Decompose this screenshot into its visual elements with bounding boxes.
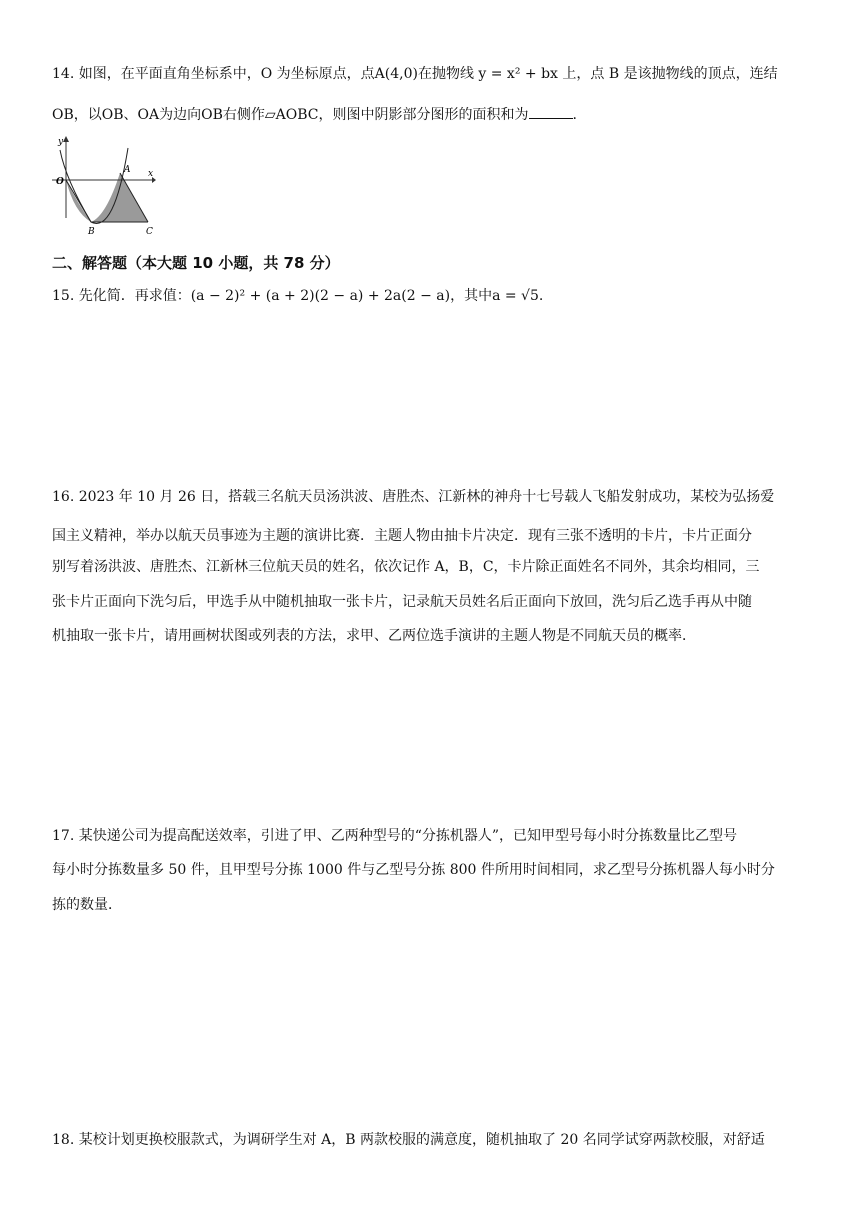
answer-blank: [529, 104, 573, 119]
label-C: C: [146, 227, 153, 237]
q18-line-1: 18. 某校计划更换校服款式，为调研学生对 A，B 两款校服的满意度，随机抽取了 20 名同学试穿两款校服，对舒适: [52, 1132, 765, 1148]
label-x: x: [148, 169, 154, 179]
y-axis-arrow: [63, 136, 69, 142]
section-heading: 二、解答题（本大题 10 小题，共 78 分）: [52, 254, 340, 272]
label-y: y: [58, 137, 64, 147]
label-O: O: [56, 177, 64, 187]
q14-line-1: 14. 如图，在平面直角坐标系中，O 为坐标原点，点A(4,0)在抛物线 y = x² + bx 上，点 B 是该抛物线的顶点，连结: [52, 66, 778, 82]
q14-line-2-end: .: [572, 107, 577, 123]
label-B: B: [88, 227, 95, 237]
q16-line-5: 机抽取一张卡片，请用画树状图或列表的方法，求甲、乙两位选手演讲的主题人物是不同航天员的概率．: [52, 628, 696, 644]
q17-line-3: 拣的数量．: [52, 897, 122, 913]
label-A: A: [124, 165, 131, 175]
q17-line-1: 17. 某快递公司为提高配送效率，引进了甲、乙两种型号的“分拣机器人”，已知甲型号每小时分拣数量比乙型号: [52, 828, 738, 844]
q16-line-2: 国主义精神，举办以航天员事迹为主题的演讲比赛．主题人物由抽卡片决定．现有三张不透明的卡片，卡片正面分: [52, 528, 752, 544]
q16-line-4: 张卡片正面向下洗匀后，甲选手从中随机抽取一张卡片，记录航天员姓名后正面向下放回，洗匀后乙选手再从中随: [52, 594, 752, 610]
parabola-figure: [52, 134, 164, 240]
q16-line-1: 16. 2023 年 10 月 26 日，搭载三名航天员汤洪波、唐胜杰、江新林的神舟十七号载人飞船发射成功，某校为弘扬爱: [52, 489, 775, 505]
q14-line-2-text: OB，以OB、OA为边向OB右侧作▱AOBC，则图中阴影部分图形的面积和为: [52, 107, 529, 123]
q15-text: 15. 先化简．再求值：(a − 2)² + (a + 2)(2 − a) + 2a(2 − a)，其中a = √5.: [52, 288, 544, 304]
q14-line-2: [52, 104, 577, 125]
q17-line-2: 每小时分拣数量多 50 件，且甲型号分拣 1000 件与乙型号分拣 800 件所用时间相同，求乙型号分拣机器人每小时分: [52, 862, 775, 878]
q16-line-3: 别写着汤洪波、唐胜杰、江新林三位航天员的姓名，依次记作 A，B，C，卡片除正面姓名不同外，其余均相同，三: [52, 559, 760, 575]
segment-OB: [66, 180, 91, 222]
